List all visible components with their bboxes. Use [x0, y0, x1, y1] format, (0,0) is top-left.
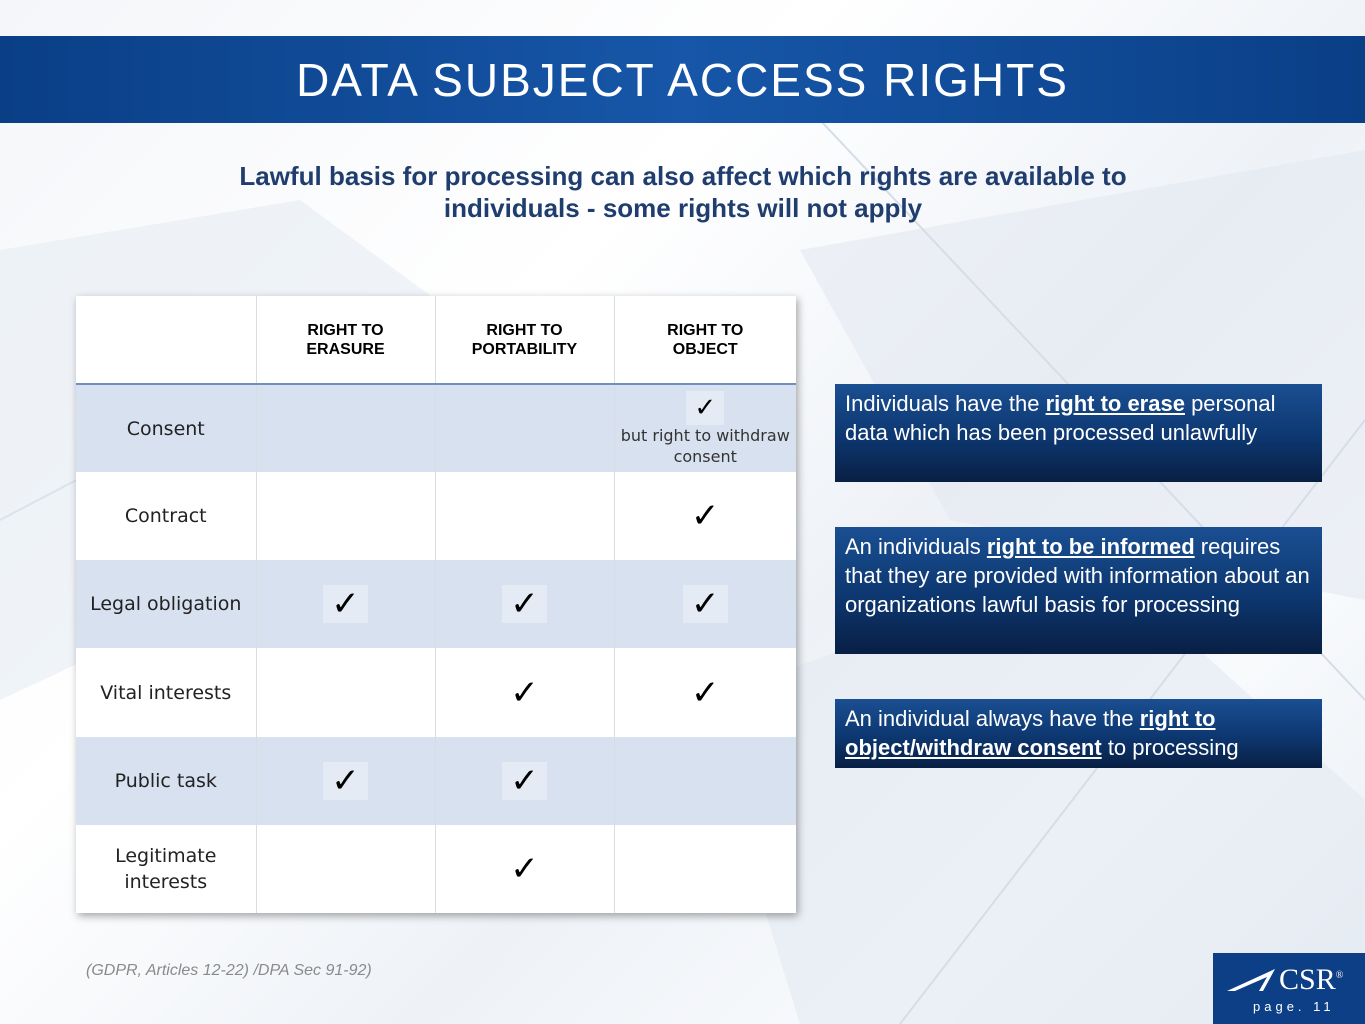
cell-portability: [435, 560, 614, 648]
info-text-post: personal data which has been processed unlawfully: [845, 391, 1276, 445]
cell-object: [614, 384, 796, 472]
header-empty: [76, 296, 256, 384]
cell-portability: [435, 825, 614, 913]
check-icon: ✓: [502, 762, 547, 800]
cell-object: [614, 737, 796, 825]
cell-object: [614, 472, 796, 560]
csr-swoosh-icon: [1227, 967, 1277, 993]
cell-object: [614, 648, 796, 736]
csr-logo: [1213, 953, 1365, 1024]
check-icon: ✓: [691, 672, 720, 713]
consent-note: but right to withdraw consent: [620, 425, 790, 466]
rights-table: [76, 296, 796, 913]
subtitle-line-2: individuals - some rights will not apply: [443, 193, 923, 223]
table-row: [76, 825, 796, 913]
table-header-row: [76, 296, 796, 384]
cell-portability: [435, 648, 614, 736]
cell-portability: [435, 472, 614, 560]
subtitle: [183, 160, 1183, 224]
table-row: [76, 472, 796, 560]
info-link-erase[interactable]: right to erase: [1045, 391, 1185, 416]
info-text-post: requires that they are provided with information about an organizations lawful basis for processing: [845, 534, 1310, 617]
table-row: [76, 648, 796, 736]
row-label: Vital interests: [76, 648, 256, 736]
info-link-object[interactable]: right to object/withdraw consent: [845, 706, 1216, 760]
table-row: [76, 384, 796, 472]
row-label: Contract: [76, 472, 256, 560]
row-label: Legal obligation: [76, 560, 256, 648]
check-icon: ✓: [510, 848, 539, 889]
rights-table-card: [76, 296, 796, 913]
check-icon: ✓: [683, 585, 728, 623]
check-icon: ✓: [510, 672, 539, 713]
page-title: DATA SUBJECT ACCESS RIGHTS: [296, 53, 1069, 106]
check-icon: ✓: [502, 585, 547, 623]
info-text-pre: An individuals: [845, 534, 987, 559]
info-box-informed: [835, 527, 1322, 654]
check-icon: ✓: [323, 585, 368, 623]
header-erasure: RIGHT TO ERASURE: [256, 296, 435, 384]
cell-erasure: [256, 472, 435, 560]
cell-erasure: [256, 825, 435, 913]
cell-erasure: [256, 648, 435, 736]
cell-object: [614, 825, 796, 913]
info-link-informed[interactable]: right to be informed: [986, 534, 1195, 559]
cell-erasure: [256, 737, 435, 825]
check-icon: ✓: [686, 391, 724, 425]
info-text-pre: An individual always have the: [845, 706, 1140, 731]
csr-logo-text: CSR®: [1279, 963, 1344, 996]
row-label: Legitimate interests: [76, 825, 256, 913]
cell-object: [614, 560, 796, 648]
info-text-pre: Individuals have the: [845, 391, 1046, 416]
cell-erasure: [256, 384, 435, 472]
check-icon: ✓: [323, 762, 368, 800]
header-object: RIGHT TO OBJECT: [667, 321, 744, 358]
cell-portability: [435, 737, 614, 825]
page-number: page. 11: [1253, 999, 1335, 1014]
header-portability: RIGHT TO PORTABILITY: [435, 296, 614, 384]
info-box-erase: [835, 384, 1322, 482]
table-body: [76, 384, 796, 913]
cell-portability: [435, 384, 614, 472]
info-text-post: to processing: [1101, 735, 1239, 760]
title-bar: [0, 36, 1365, 123]
subtitle-line-1: Lawful basis for processing can also affect which rights are available to: [239, 161, 1127, 191]
row-label: Public task: [76, 737, 256, 825]
row-label: Consent: [76, 384, 256, 472]
table-row: [76, 560, 796, 648]
check-icon: ✓: [691, 496, 720, 537]
table-row: [76, 737, 796, 825]
cell-erasure: [256, 560, 435, 648]
info-box-object: [835, 699, 1322, 768]
citation: (GDPR, Articles 12-22) /DPA Sec 91-92): [86, 962, 372, 979]
